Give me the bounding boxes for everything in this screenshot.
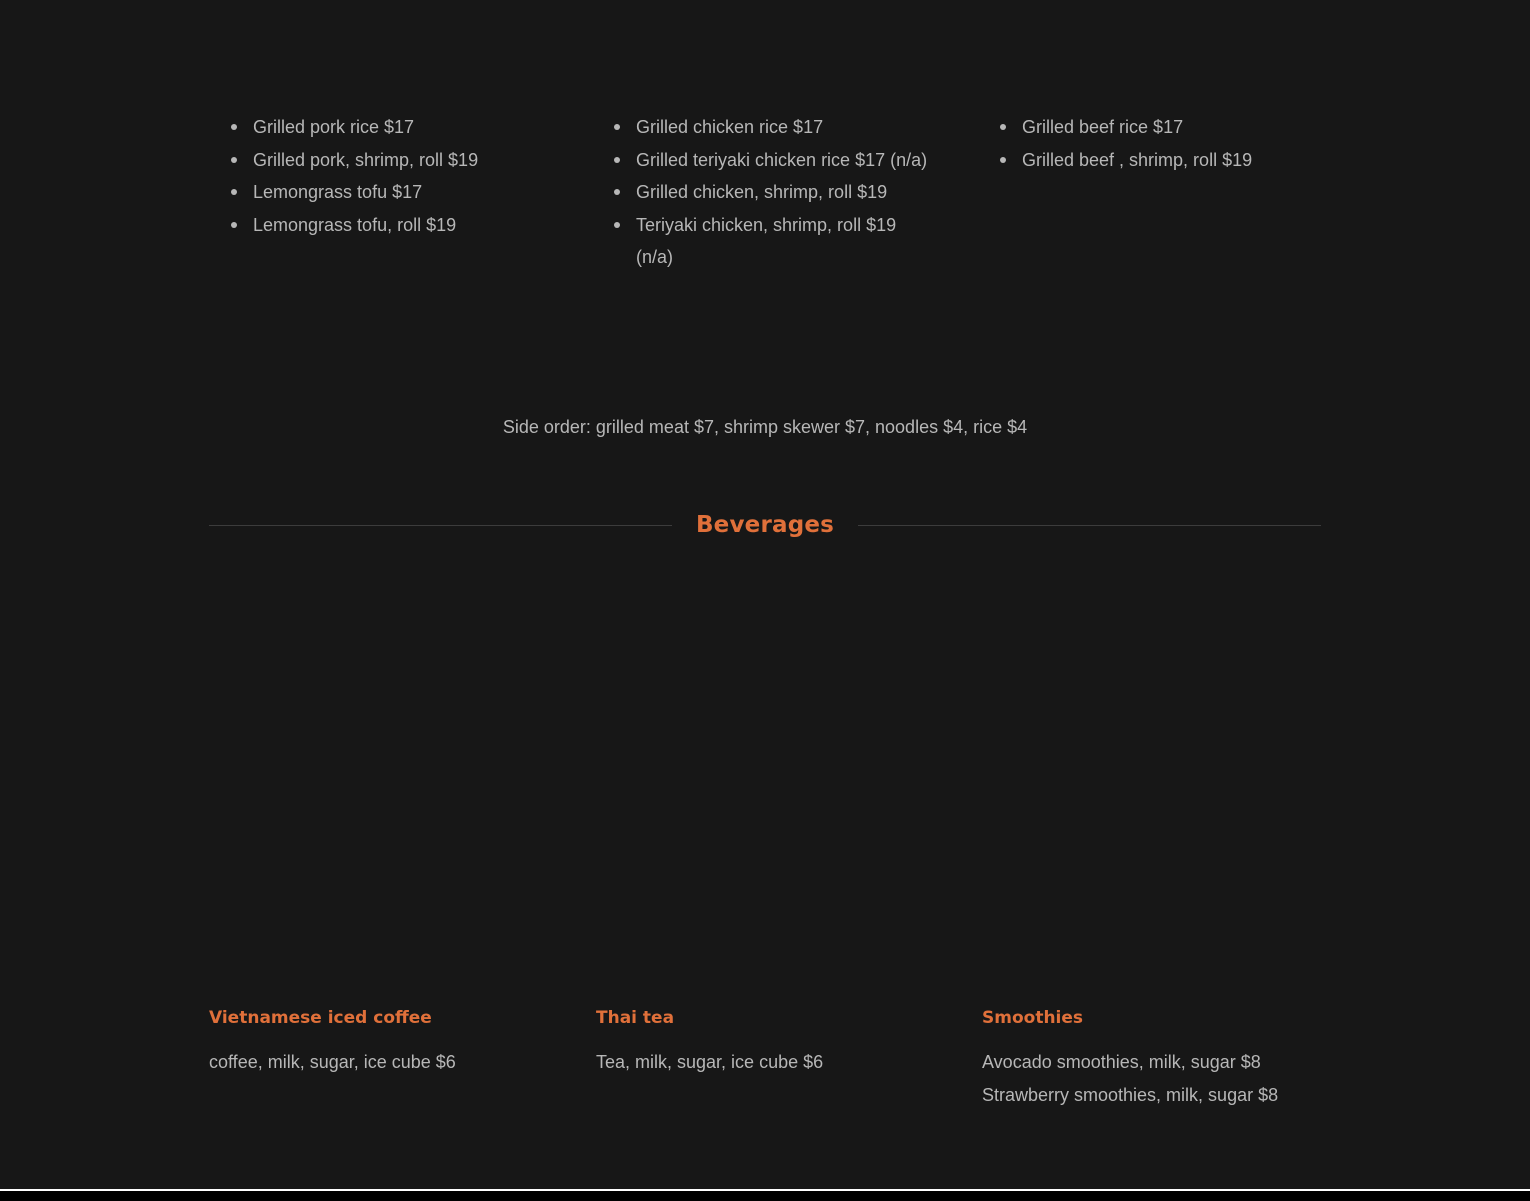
beverage-card-coffee xyxy=(209,1004,549,1079)
list-item: Grilled chicken, shrimp, roll $19 xyxy=(636,176,936,209)
divider-right xyxy=(858,525,1321,526)
beverage-title: Thai tea xyxy=(596,1008,675,1028)
beverage-description xyxy=(596,1046,936,1079)
list-item: Grilled teriyaki chicken rice $17 (n/a) xyxy=(636,144,936,177)
menu-list-beef xyxy=(977,111,1362,176)
divider-left xyxy=(209,525,672,526)
description-line: Tea, milk, sugar, ice cube $6 xyxy=(596,1052,824,1072)
list-item: Lemongrass tofu $17 xyxy=(253,176,593,209)
beverage-description xyxy=(982,1046,1322,1111)
beverage-card-thai-tea xyxy=(596,1004,936,1079)
menu-list-chicken xyxy=(591,111,936,274)
list-item: Grilled beef , shrimp, roll $19 xyxy=(1022,144,1362,177)
beverages-section-heading xyxy=(209,505,1321,545)
side-order-text: Side order: grilled meat $7, shrimp skewer $7, noodles $4, rice $4 xyxy=(502,417,1028,437)
beverage-card-smoothies xyxy=(982,1004,1322,1111)
menu-list-pork xyxy=(208,111,593,241)
list-item: Grilled chicken rice $17 xyxy=(636,111,936,144)
section-title: Beverages xyxy=(695,512,835,538)
description-line: Avocado smoothies, milk, sugar $8 xyxy=(982,1052,1261,1072)
beverage-description xyxy=(209,1046,549,1079)
list-item: Grilled beef rice $17 xyxy=(1022,111,1362,144)
list-item: Grilled pork rice $17 xyxy=(253,111,593,144)
beverage-title: Vietnamese iced coffee xyxy=(209,1008,432,1028)
list-item: Lemongrass tofu, roll $19 xyxy=(253,209,593,242)
list-item: Grilled pork, shrimp, roll $19 xyxy=(253,144,593,177)
description-line: coffee, milk, sugar, ice cube $6 xyxy=(209,1052,456,1072)
beverage-title: Smoothies xyxy=(982,1008,1084,1028)
description-line: Strawberry smoothies, milk, sugar $8 xyxy=(982,1084,1279,1105)
list-item: Teriyaki chicken, shrimp, roll $19 (n/a) xyxy=(636,209,936,274)
page-bottom-edge xyxy=(0,1189,1530,1201)
